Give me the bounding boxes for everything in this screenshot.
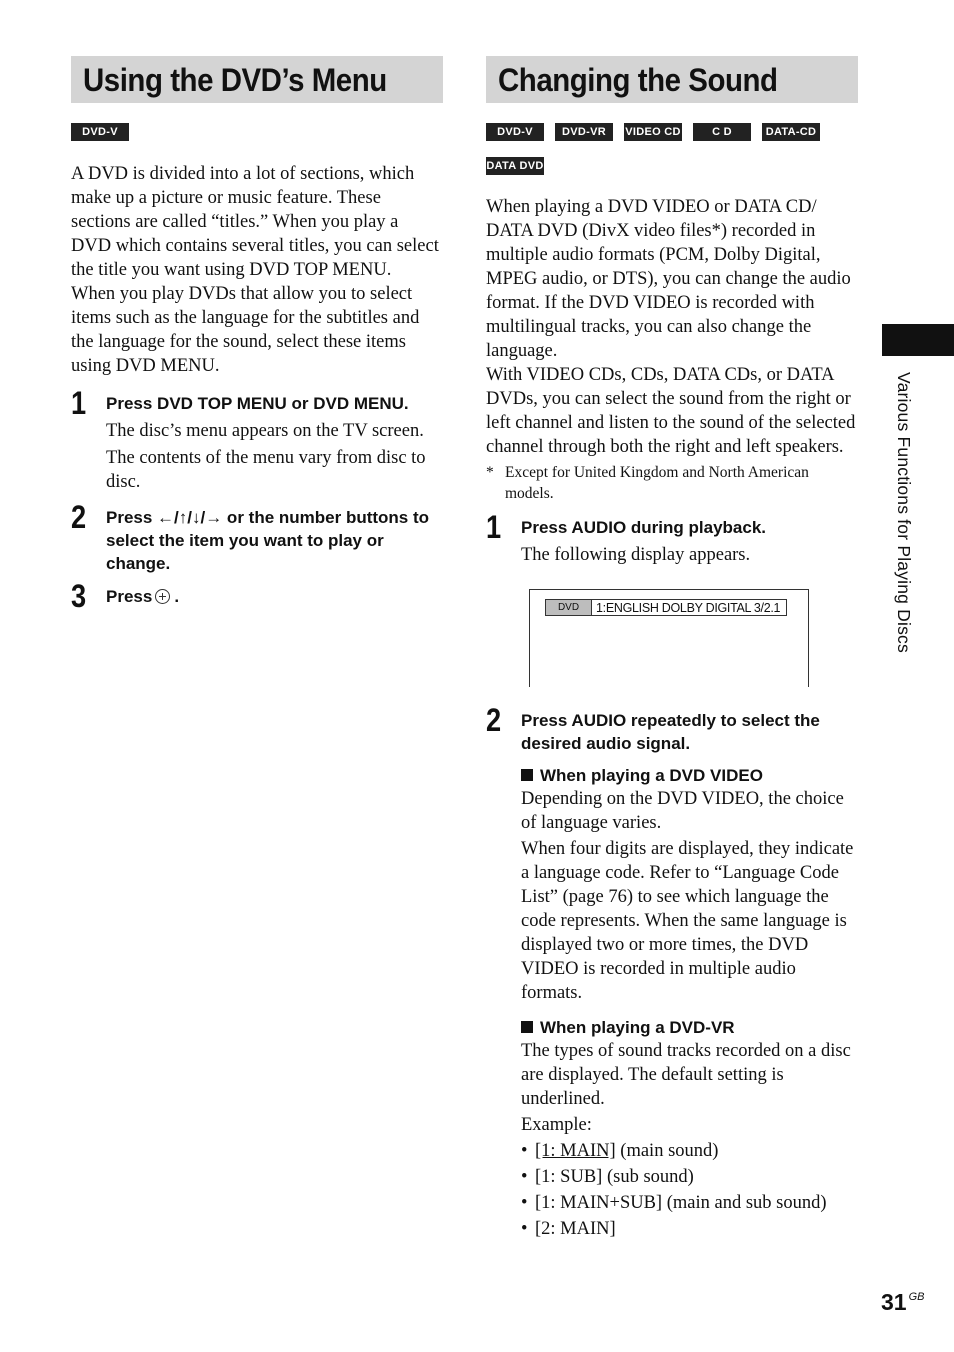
intro-paragraph: A DVD is divided into a lot of sections, which make up a picture or music feature. These sections are called “titles.” When you play a DVD which contains several titles, you can select the title you want using DVD TOP MENU. (71, 164, 439, 280)
footnote (486, 462, 858, 504)
step-heading-suffix: . (174, 587, 180, 606)
step-number: 1 (486, 509, 502, 545)
audio-display-text: 1:ENGLISH DOLBY DIGITAL 3/2.1 (596, 600, 781, 615)
intro-text (486, 195, 858, 459)
section-title: Changing the Sound (498, 62, 778, 98)
step-heading (106, 585, 443, 608)
example-label: Example: (521, 1115, 592, 1135)
intro-paragraph: When playing a DVD VIDEO or DATA CD/ DATA DVD (DivX video files*) recorded in multiple audio formats (PCM, Dolby Digital, MPEG audio, or DTS), you can change the audio format. If the DVD VIDEO is recorded with multilingual tracks, you can also change the language. (486, 197, 851, 361)
subheading-dvd-video (521, 765, 858, 787)
paragraph: Depending on the DVD VIDEO, the choice of language varies. (521, 789, 844, 833)
disc-icon (546, 600, 592, 615)
step-body: The contents of the menu vary from disc to disc. (106, 448, 426, 492)
square-bullet-icon (521, 1021, 533, 1033)
disc-badge: DVD-V (71, 123, 129, 141)
bullet-dot: • (521, 1219, 528, 1239)
bullet-dot: • (521, 1141, 528, 1161)
square-bullet-icon (521, 769, 533, 781)
option-name: [1: SUB] (535, 1167, 603, 1187)
step-1 (71, 385, 443, 494)
step-number: 3 (71, 578, 87, 614)
list-item (521, 1191, 858, 1215)
intro-paragraph: When you play DVDs that allow you to select items such as the language for the subtitles and the language for the sound, select these items using DVD MENU. (71, 284, 420, 376)
step-body: The disc’s menu appears on the TV screen. (106, 421, 424, 441)
section-title-bar (486, 56, 858, 103)
step-2 (486, 702, 858, 1241)
chapter-tab (882, 324, 954, 356)
intro-paragraph: With VIDEO CDs, CDs, DATA CDs, or DATA DVDs, you can select the sound from the right or left channel and listen to the sound of the selected channel through both the right and left speakers. (486, 365, 856, 457)
step-heading: Press AUDIO during playback. (521, 518, 766, 537)
subheading-dvd-vr (521, 1017, 858, 1039)
disc-badge: DATA-CD (762, 123, 820, 141)
right-column (486, 56, 858, 1241)
bullet-dot: • (521, 1193, 528, 1213)
disc-badge: DVD-V (486, 123, 544, 141)
step-heading-prefix: Press (106, 587, 153, 606)
step-body: The following display appears. (521, 545, 751, 565)
disc-badge: VIDEO CD (624, 123, 682, 141)
disc-badge: C D (693, 123, 751, 141)
audio-display-line (545, 599, 787, 616)
option-default: [1: MAIN] (535, 1141, 616, 1161)
subheading-text: When playing a DVD VIDEO (540, 766, 763, 785)
step-heading: Press ←/↑/↓/→ or the number buttons to select the item you want to play or change. (106, 508, 430, 573)
list-item (521, 1139, 858, 1163)
disc-badge: DVD-VR (555, 123, 613, 141)
list-item (521, 1165, 858, 1189)
step-number: 2 (486, 702, 502, 738)
chapter-label: Various Functions for Playing Discs (894, 372, 914, 653)
step-1 (486, 509, 858, 687)
enter-button-icon (155, 589, 170, 604)
paragraph: When four digits are displayed, they indicate a language code. Refer to “Language Code List” (page 76) to see which language the code represents. When the same language is displayed two or more times, the DVD VIDEO is recorded in multiple audio formats. (521, 839, 854, 1003)
bullet-dot: • (521, 1167, 528, 1187)
left-column (71, 56, 443, 614)
page-number-suffix: GB (908, 1291, 925, 1303)
footnote-mark: * (486, 464, 494, 481)
disc-badges (486, 123, 836, 175)
option-desc: (main sound) (615, 1141, 719, 1161)
page-number-value: 31 (881, 1289, 907, 1315)
option-desc: (main and sub sound) (662, 1193, 827, 1213)
step-3 (71, 578, 443, 614)
page-number (881, 1283, 925, 1316)
option-name: [2: MAIN] (535, 1219, 616, 1239)
step-heading: Press DVD TOP MENU or DVD MENU. (106, 394, 409, 413)
section-title-bar (71, 56, 443, 103)
subheading-text: When playing a DVD-VR (540, 1018, 735, 1037)
intro-text (71, 162, 443, 378)
step-number: 1 (71, 385, 87, 421)
disc-icon-label: DVD (557, 602, 580, 613)
option-desc: (sub sound) (602, 1167, 694, 1187)
option-name: [1: MAIN+SUB] (535, 1193, 663, 1213)
step-2 (71, 499, 443, 575)
section-title: Using the DVD’s Menu (83, 62, 387, 98)
tv-display-panel (529, 589, 809, 687)
list-item (521, 1217, 858, 1241)
disc-badges (71, 123, 443, 141)
step-number: 2 (71, 499, 87, 535)
footnote-text: Except for United Kingdom and North American models. (505, 464, 809, 502)
paragraph: The types of sound tracks recorded on a disc are displayed. The default setting is underlined. (521, 1041, 851, 1109)
step-heading: Press AUDIO repeatedly to select the desired audio signal. (521, 711, 820, 753)
disc-badge: DATA DVD (486, 157, 544, 175)
